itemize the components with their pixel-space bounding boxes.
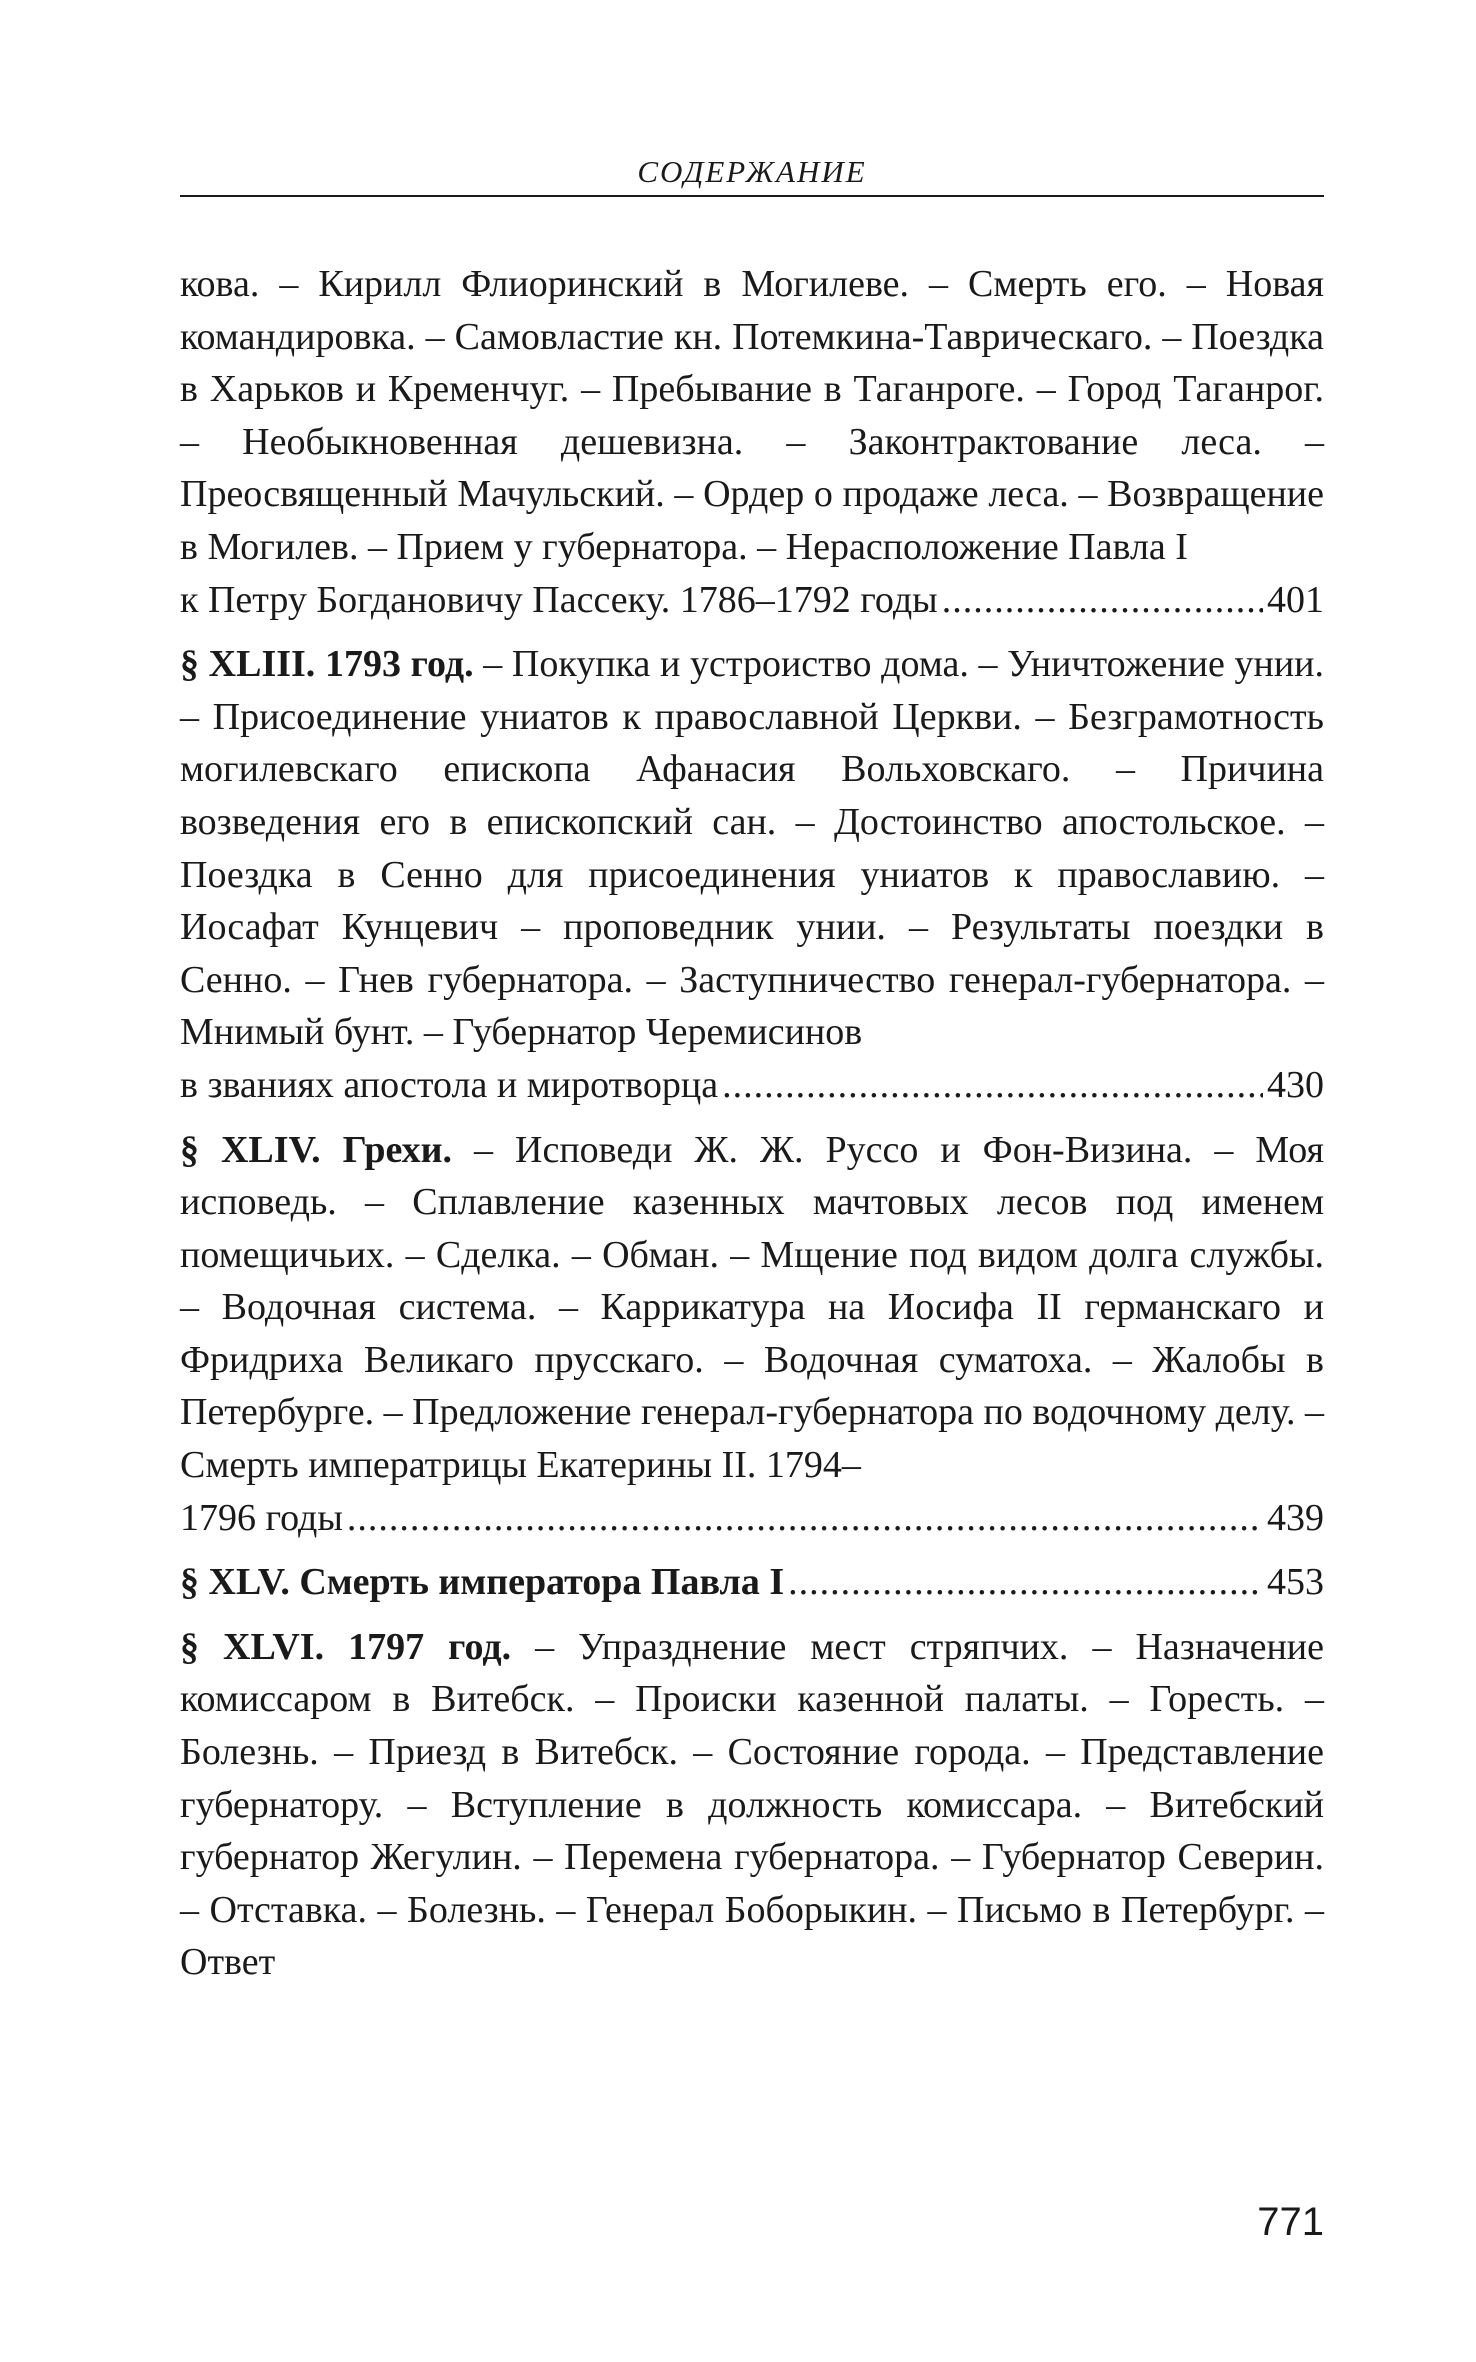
dot-leader — [722, 1059, 1263, 1112]
toc-entry-last-line — [180, 1059, 1324, 1112]
toc-entry — [180, 1621, 1324, 1989]
table-of-contents — [180, 258, 1324, 2001]
toc-entry-tail: в званиях апостола и миротворца — [180, 1063, 719, 1106]
toc-entry-text: – Упразднение мест стряпчих. – Назначение комиссаром в Витебск. – Происки казенной палаты. – Горесть. – Болезнь. – Приезд в Витебск. – Состояние города. – Представление губернатору. – Вступление в должность комиссара. – Витебский губернатор Жегулин. – Перемена губернатора. – Губернатор Северин. – Отставка. – Болезнь. – Генерал Боборыкин. – Письмо в Петербург. – Ответ — [180, 1625, 1325, 1984]
running-head: СОДЕРЖАНИЕ — [637, 154, 867, 189]
dot-leader — [788, 1556, 1263, 1609]
toc-entry — [180, 258, 1324, 626]
header-rule — [180, 195, 1324, 197]
toc-entry-heading: § XLIII. 1793 год. — [180, 643, 474, 686]
toc-entry-tail: 1796 годы — [180, 1496, 343, 1539]
toc-entry — [180, 1556, 1324, 1609]
toc-entry-heading: § XLVI. 1797 год. — [180, 1625, 512, 1668]
dot-leader — [942, 574, 1263, 627]
toc-entry-text: – Исповеди Ж. Ж. Руссо и Фон-Визина. – Моя исповедь. – Сплавление казенных мачтовых лесов под именем помещичьих. – Сделка. – Обман. – Мщение под видом долга службы. – Водочная система. – Каррикатура на Иосифа II германскаго и Фридриха Великаго прусскаго. – Водочная суматоха. – Жалобы в Петербурге. – Предложение генерал-губернатора по водочному делу. – Смерть императрицы Екатерины II. 1794– — [180, 1128, 1324, 1487]
toc-page-number: 401 — [1267, 578, 1324, 621]
toc-entry-last-line — [180, 1556, 1324, 1609]
toc-entry-heading: § XLIV. Грехи. — [180, 1128, 453, 1171]
toc-page-number: 453 — [1267, 1561, 1324, 1604]
toc-entry-last-line — [180, 1492, 1324, 1545]
toc-entry-text: – Покупка и устроиство дома. – Уничтожение унии. – Присоединение униатов к православной Церкви. – Безграмотность могилевскаго епископа Афанасия Вольховскаго. – Причина возведения его в епископский сан. – Достоинство апостольское. – Поездка в Сенно для присоединения униатов к православию. – Иосафат Кунцевич – проповедник унии. – Результаты поездки в Сенно. – Гнев губернатора. – Заступничество генерал-губернатора. – Мнимый бунт. – Губернатор Черемисинов — [180, 643, 1325, 1054]
toc-entry-tail: к Петру Богдановичу Пассеку. 1786–1792 годы — [180, 578, 938, 621]
dot-leader — [347, 1492, 1263, 1545]
toc-page-number: 430 — [1267, 1063, 1324, 1106]
toc-entry — [180, 638, 1324, 1111]
toc-entry — [180, 1124, 1324, 1545]
toc-page-number: 439 — [1267, 1496, 1324, 1539]
toc-entry-last-line — [180, 574, 1324, 627]
toc-entry-heading: § XLV. Смерть императора Павла I — [180, 1561, 785, 1604]
toc-entry-text: кова. – Кирилл Флиоринский в Могилеве. – Смерть его. – Новая командировка. – Самовластие кн. Потемкина-Таврическаго. – Поездка в Харьков и Кременчуг. – Пребывание в Таганроге. – Город Таганрог. – Необыкновенная дешевизна. – Законтрактование леса. – Преосвященный Мачульский. – Ордер о продаже леса. – Возвращение в Могилев. – Прием у губернатора. – Нерасположение Павла I — [180, 263, 1324, 568]
page-number: 771 — [1257, 2200, 1324, 2244]
